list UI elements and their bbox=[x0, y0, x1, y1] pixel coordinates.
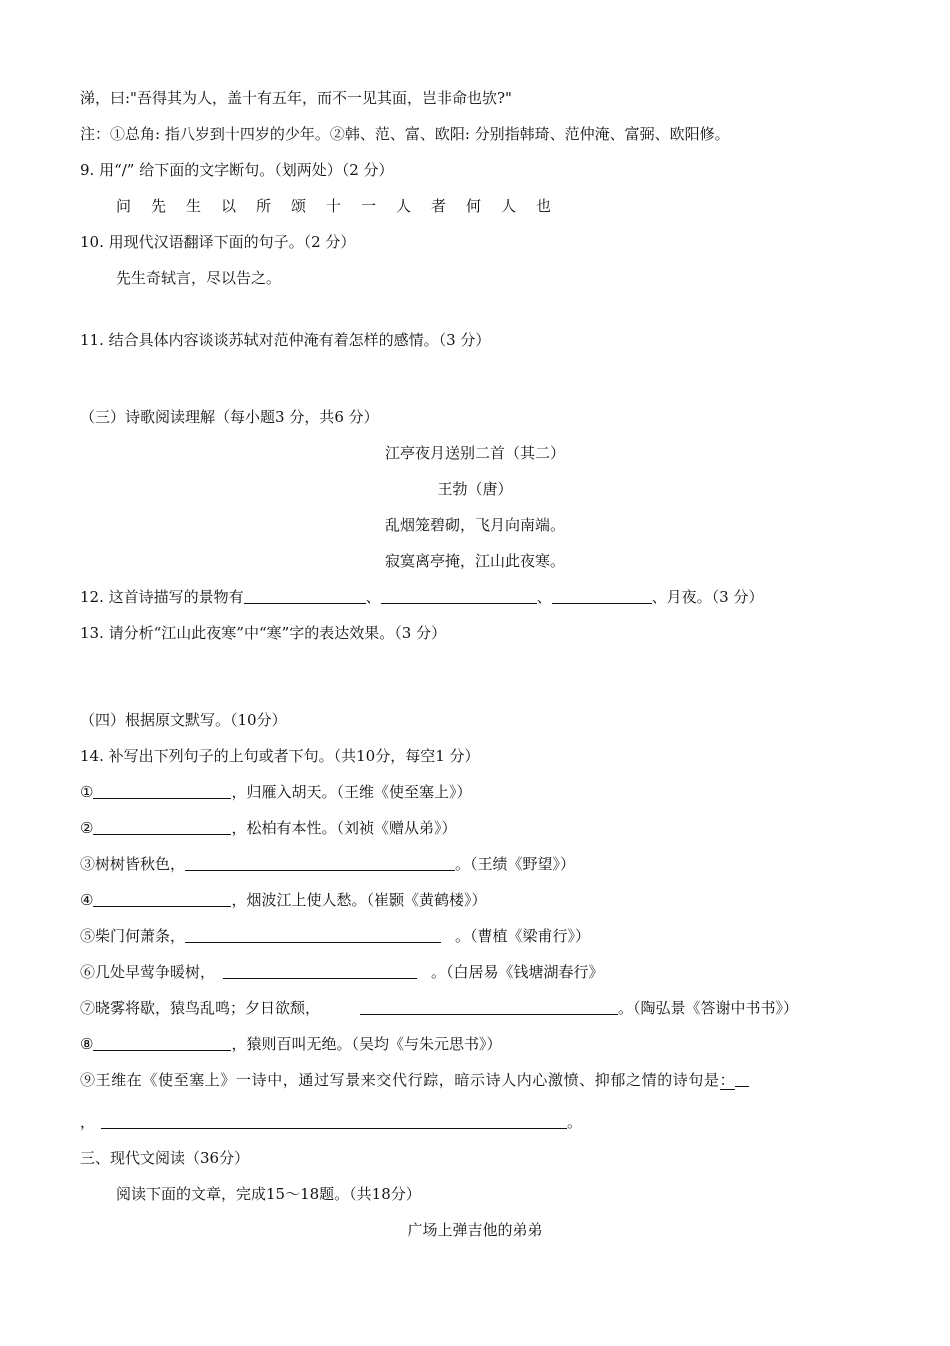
q12-text: 12. 这首诗描写的景物有 bbox=[80, 588, 244, 606]
answer-blank[interactable] bbox=[93, 1036, 231, 1051]
question-12 bbox=[80, 587, 763, 607]
char: 以 bbox=[221, 197, 237, 215]
char: 颂 bbox=[291, 197, 307, 215]
item-text: ⑥几处早莺争暖树， bbox=[80, 963, 216, 981]
dictation-item bbox=[80, 854, 575, 874]
item-number: ① bbox=[80, 783, 94, 801]
question-10: 10. 用现代汉语翻译下面的句子。（2 分） bbox=[80, 233, 356, 251]
item-text: ⑤柴门何萧条， bbox=[80, 927, 186, 945]
dictation-item bbox=[80, 926, 590, 946]
poem-author: 王勃（唐） bbox=[437, 480, 513, 498]
answer-blank[interactable] bbox=[735, 1072, 749, 1087]
item-text: 。（陶弘景《答谢中书书》） bbox=[618, 999, 799, 1017]
item-text: ， bbox=[80, 1113, 96, 1131]
poem-line: 乱烟笼碧砌，飞月向南端。 bbox=[384, 516, 565, 534]
annotation-note: 注：①总角: 指八岁到十四岁的少年。②韩、范、富、欧阳: 分别指韩琦、范仲淹、富弼、欧阳修。 bbox=[80, 125, 730, 143]
dictation-item bbox=[80, 818, 456, 838]
question-13: 13. 请分析“江山此夜寒”中“寒”字的表达效果。（3 分） bbox=[80, 624, 447, 642]
dictation-item bbox=[80, 998, 798, 1018]
answer-blank[interactable] bbox=[552, 589, 652, 604]
colon: ： bbox=[719, 1071, 736, 1089]
item-text: ⑨王维在《使至塞上》一诗中，通过写景来交代行踪，暗示诗人内心激愤、抑郁之情的诗句是 bbox=[80, 1071, 720, 1089]
char: 先 bbox=[151, 197, 167, 215]
char: 人 bbox=[396, 197, 412, 215]
char: 一 bbox=[361, 197, 377, 215]
char: 人 bbox=[501, 197, 517, 215]
item-text: ⑦晓雾将歇，猿鸟乱鸣；夕日欲颓， bbox=[80, 999, 321, 1017]
answer-blank[interactable] bbox=[223, 964, 417, 979]
q9-characters bbox=[116, 196, 571, 216]
item-text: ，松柏有本性。（刘祯《赠从弟》） bbox=[231, 819, 457, 837]
dictation-item bbox=[80, 782, 471, 802]
poem-line: 寂寞离亭掩，江山此夜寒。 bbox=[384, 552, 565, 570]
char: 所 bbox=[256, 197, 272, 215]
poem-title: 江亭夜月送别二首（其二） bbox=[384, 444, 565, 462]
separator: 、 bbox=[536, 588, 552, 606]
item-text: ③树树皆秋色， bbox=[80, 855, 186, 873]
char: 十 bbox=[326, 197, 342, 215]
char: 生 bbox=[186, 197, 202, 215]
answer-blank[interactable] bbox=[93, 784, 231, 799]
dictation-item-continued bbox=[80, 1112, 582, 1132]
dictation-item bbox=[80, 890, 486, 910]
answer-blank[interactable] bbox=[381, 589, 537, 604]
section-heading: 三、现代文阅读（36分） bbox=[80, 1149, 250, 1167]
char: 也 bbox=[536, 197, 552, 215]
dictation-item bbox=[80, 962, 604, 982]
separator: 、 bbox=[365, 588, 381, 606]
section-heading: （三）诗歌阅读理解（每小题3 分，共6 分） bbox=[80, 408, 379, 426]
char: 问 bbox=[116, 197, 132, 215]
q10-sentence: 先生奇轼言，尽以告之。 bbox=[116, 269, 282, 287]
item-text: ，烟波江上使人愁。（崔颢《黄鹤楼》） bbox=[231, 891, 487, 909]
question-11: 11. 结合具体内容谈谈苏轼对范仲淹有着怎样的感情。（3 分） bbox=[80, 331, 491, 349]
item-number: ⑧ bbox=[80, 1035, 94, 1053]
answer-blank[interactable] bbox=[360, 1000, 618, 1015]
reading-instructions: 阅读下面的文章，完成15～18题。（共18分） bbox=[116, 1185, 421, 1203]
item-number: ④ bbox=[80, 891, 94, 909]
answer-blank[interactable] bbox=[244, 589, 366, 604]
q12-end: 、月夜。（3 分） bbox=[651, 588, 764, 606]
dictation-item bbox=[80, 1034, 501, 1054]
answer-blank[interactable] bbox=[185, 856, 455, 871]
item-text: 。（白居易《钱塘湖春行》 bbox=[431, 963, 604, 981]
answer-blank[interactable] bbox=[93, 892, 231, 907]
item-text: 。（曹植《梁甫行》） bbox=[455, 927, 591, 945]
item-text: 。 bbox=[567, 1113, 583, 1131]
item-text: ，猿则百叫无绝。（吴均《与朱元思书》） bbox=[231, 1035, 502, 1053]
dictation-item bbox=[80, 1070, 749, 1090]
item-text: 。（王绩《野望》） bbox=[455, 855, 576, 873]
question-9: 9. 用“/” 给下面的文字断句。（划两处）（2 分） bbox=[80, 161, 394, 179]
item-text: ，归雁入胡天。（王维《使至塞上》） bbox=[231, 783, 472, 801]
section-heading: （四）根据原文默写。（10分） bbox=[80, 711, 287, 729]
text-line: 涕，曰:"吾得其为人，盖十有五年，而不一见其面，岂非命也欤?" bbox=[80, 89, 512, 107]
answer-blank[interactable] bbox=[93, 820, 231, 835]
answer-blank[interactable] bbox=[185, 928, 441, 943]
item-number: ② bbox=[80, 819, 94, 837]
char: 何 bbox=[466, 197, 482, 215]
char: 者 bbox=[431, 197, 447, 215]
question-14: 14. 补写出下列句子的上句或者下句。（共10分，每空1 分） bbox=[80, 747, 480, 765]
answer-blank[interactable] bbox=[101, 1114, 567, 1129]
article-title: 广场上弹吉他的弟弟 bbox=[407, 1221, 543, 1239]
